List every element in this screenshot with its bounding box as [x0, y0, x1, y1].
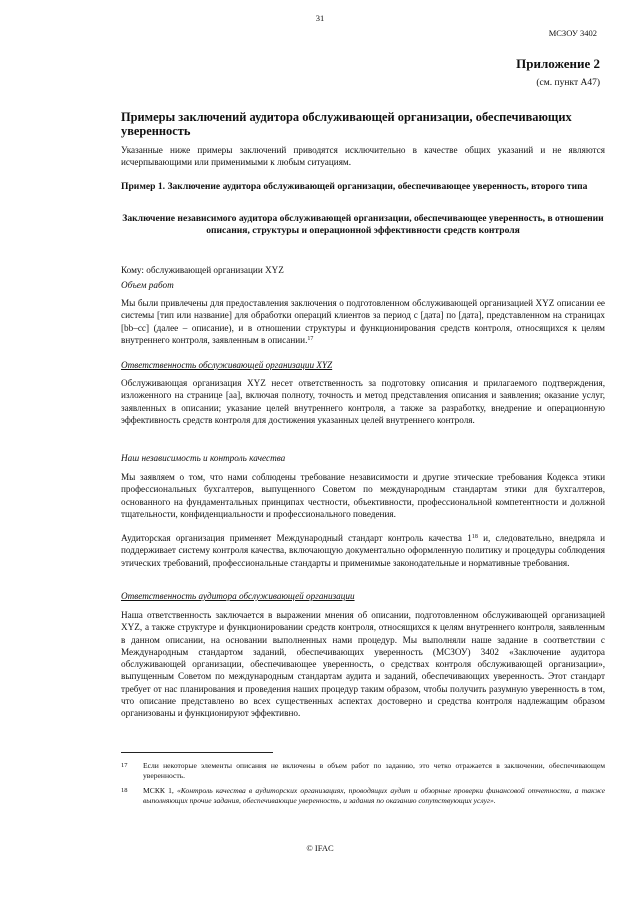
- section-intro: [121, 144, 605, 169]
- footnote-18: [121, 786, 605, 806]
- appendix-reference: (см. пункт A47): [536, 78, 600, 88]
- footnote-18-body: [143, 786, 605, 806]
- appendix-title: Приложение 2: [516, 56, 600, 71]
- org-responsibility-paragraph: [121, 377, 605, 426]
- scope-text: Мы были привлечены для предоставления заключения о подготовленном обслуживающей организацией XYZ описании ее системы [тип или название] для обработки операций клиентов за период с [дата] по [дата], представленном на страницах [bb–cc] (далее – описание), и в отношении структуры и функционирования средств контроля, относящихся к целям внутреннего контроля, заявленным в описании.: [121, 298, 605, 345]
- scope-paragraph: [121, 297, 605, 346]
- footnote-17-number: 17: [121, 762, 128, 769]
- document-code: МСЗОУ 3402: [548, 28, 597, 38]
- footnote-separator: [121, 752, 273, 753]
- footnote-18-text-b: «Контроль качества в аудиторских организациях, проводящих аудит и обзорные проверки финансовой отчетности, а также выполняющих прочие задания, обеспечивающие уверенность, и задания по оказанию сопутствующих услуг».: [143, 786, 605, 805]
- auditor-responsibility-text: Наша ответственность заключается в выражении мнения об описании, подготовленном обслуживающей организацией XYZ, а также структуре и функционировании средств контроля, относящихся к целям внутреннего контроля, заявленным в данном описании, на основании выполненных нами процедур. Мы выполняли наше задание в соответствии с Международным стандартом заданий, обеспечивающих уверенность (МСЗОУ) 3402 «Заключение аудитора обслуживающей организации, обеспечивающее уверенность, о средствах контроля обслуживающей организации», выпущенным Советом по международным стандартам аудита и заданий, обеспечивающих уверенность. Этот стандарт требует от нас планирования и проведения наших процедур таким образом, чтобы получить разумную уверенность в том, что описание представлено во всех существенных аспектах достоверно и средства контроля надлежащим образом организованы и функционируют эффективно.: [121, 610, 605, 719]
- independence-text: Мы заявляем о том, что нами соблюдены требование независимости и другие этические требования Кодекса этики профессиональных бухгалтеров, выпущенного Советом по международным стандартам этики для бухгалтеров, основанного на фундаментальных принципах честности, объективности, профессиональной компетентности и должной тщательности, конфиденциальности и профессионального поведения.: [121, 472, 605, 519]
- independence-paragraph: [121, 471, 605, 520]
- quality-text-b: и, следовательно, внедряла и поддерживает систему контроля качества, включающую документально оформленную политику и процедуры соблюдения этических требований, профессиональные стандарты и применимые законодательные и нормативные требования.: [121, 533, 605, 568]
- footnote-18-number: 18: [121, 787, 128, 794]
- scope-heading: Объем работ: [121, 280, 174, 290]
- auditor-responsibility-paragraph: [121, 609, 605, 720]
- footnote-ref-17: 17: [307, 335, 314, 342]
- addressee: Кому: обслуживающей организации XYZ: [121, 265, 284, 275]
- quality-paragraph: [121, 532, 605, 569]
- footnote-18-text-a: МСКК 1,: [143, 786, 177, 795]
- quality-text-a: Аудиторская организация применяет Международный стандарт контроль качества 1: [121, 533, 472, 543]
- report-title: Заключение независимого аудитора обслуживающей организации, обеспечивающее уверенность, в отношении описания, структуры и операционной эффективности средств контроля: [122, 213, 604, 237]
- auditor-responsibility-heading: Ответственность аудитора обслуживающей организации: [121, 591, 355, 601]
- footnote-ref-18: 18: [471, 534, 478, 540]
- page-number: 31: [315, 13, 325, 23]
- independence-heading: Наш независимость и контроль качества: [121, 453, 286, 463]
- section-title: Примеры заключений аудитора обслуживающей организации, обеспечивающих уверенность: [121, 110, 572, 138]
- intro-paragraph: Указанные ниже примеры заключений приводятся исключительно в качестве общих указаний и не являются исчерпывающими или применимыми к любым ситуациям.: [121, 145, 605, 168]
- copyright-footer: © IFAC: [306, 843, 334, 853]
- footnote-17: [121, 761, 605, 781]
- example-heading: Пример 1. Заключение аудитора обслуживающей организации, обеспечивающее уверенность, второго типа: [121, 181, 588, 192]
- org-responsibility-text: Обслуживающая организация XYZ несет ответственность за подготовку описания и прилагаемого подтверждения, изложенного на странице [aa], включая полноту, точность и метод представления описания и заявления; оказание услуг, заявленных в описании; указание целей внутреннего контроля, а также за разработку, внедрение и операционную эффективность средств контроля для достижения указанных целей внутреннего контроля.: [121, 378, 605, 425]
- org-responsibility-heading: Ответственность обслуживающей организации XYZ: [121, 360, 333, 370]
- footnote-17-text: Если некоторые элементы описания не включены в объем работ по заданию, это четко отражается в заключении, обеспечивающем уверенность.: [143, 761, 605, 780]
